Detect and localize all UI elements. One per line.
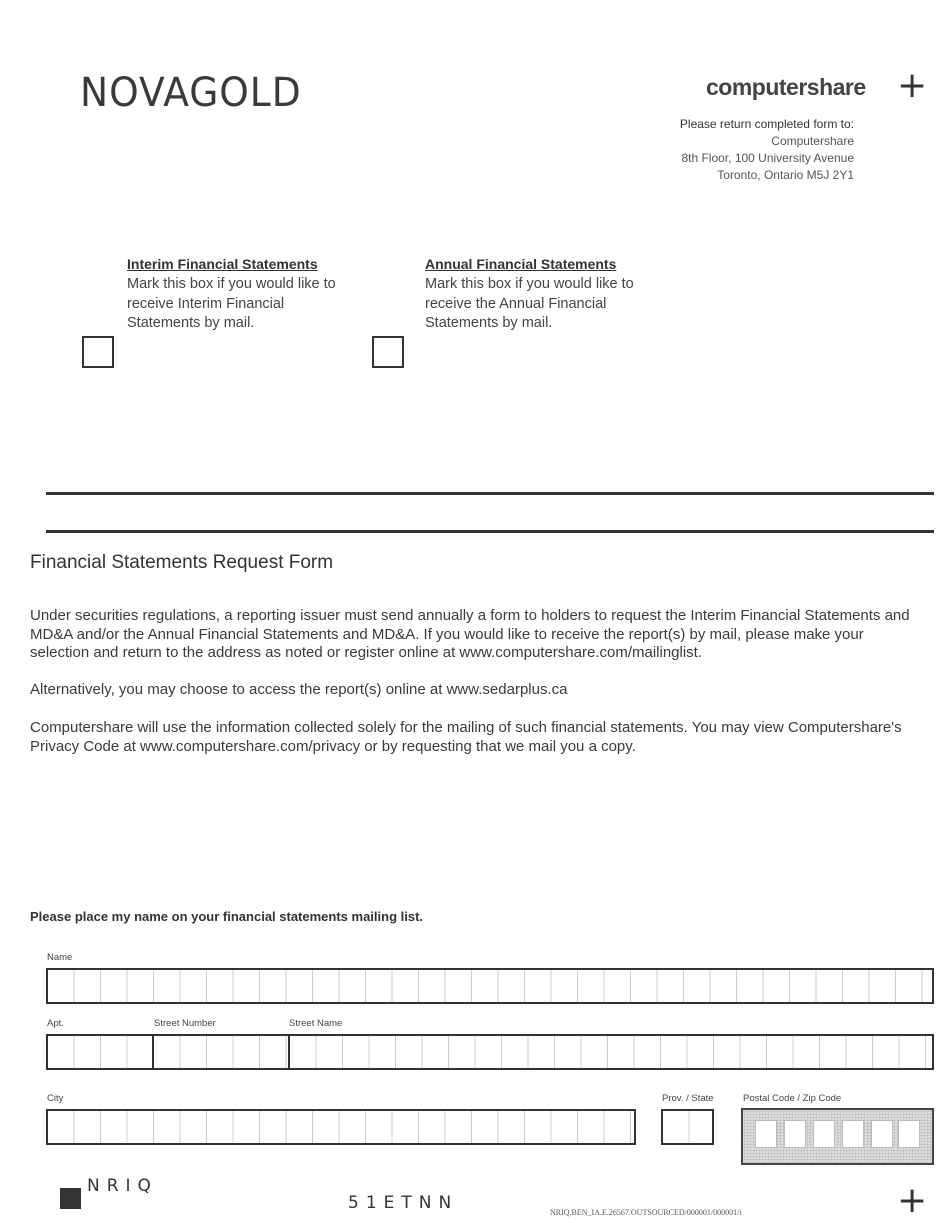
interim-title: Interim Financial Statements xyxy=(127,256,318,272)
return-address xyxy=(680,116,854,184)
city-field[interactable] xyxy=(46,1109,636,1145)
postal-code-cell[interactable] xyxy=(871,1120,893,1148)
mailing-list-heading: Please place my name on your financial statements mailing list. xyxy=(30,909,424,924)
footer-code-left: NRIQ xyxy=(87,1176,158,1196)
registration-mark-icon: + xyxy=(897,1180,928,1221)
name-field[interactable] xyxy=(46,968,934,1004)
interim-description: Mark this box if you would like to receive Interim Financial Statements by mail. xyxy=(127,276,336,331)
return-line: Computershare xyxy=(771,134,854,148)
form-paragraph: Alternatively, you may choose to access the report(s) online at www.sedarplus.ca xyxy=(30,681,568,698)
divider xyxy=(46,492,934,495)
form-title: Financial Statements Request Form xyxy=(30,552,334,573)
novagold-logo: NOVAGOLD xyxy=(80,70,302,116)
annual-title: Annual Financial Statements xyxy=(425,256,617,272)
form-paragraph: Computershare will use the information collected solely for the mailing of such financial statements. You may view Computershare's Privacy Code at www.computershare.com/privacy or by requesting that we mail you a copy. xyxy=(30,719,902,755)
footer-code-center: 51ETNN xyxy=(348,1193,459,1213)
street-number-label: Street Number xyxy=(154,1018,216,1029)
computershare-logo: computershare xyxy=(706,74,866,100)
return-line: 8th Floor, 100 University Avenue xyxy=(681,151,854,165)
interim-checkbox[interactable] xyxy=(82,336,114,368)
return-line: Toronto, Ontario M5J 2Y1 xyxy=(717,168,854,182)
form-paragraph: Under securities regulations, a reporting issuer must send annually a form to holders to request the Interim Financial Statements and MD&A and/or the Annual Financial Statements and MD&A. If you would like to receive the report(s) by mail, please make your selection and return to the address as noted or register online at www.computershare.com/mailinglist. xyxy=(30,607,910,661)
divider xyxy=(46,530,934,533)
return-title: Please return completed form to: xyxy=(679,117,854,131)
postal-code-cell[interactable] xyxy=(784,1120,806,1148)
footer-square-mark xyxy=(60,1188,81,1209)
postal-code-label: Postal Code / Zip Code xyxy=(743,1093,842,1104)
street-name-label: Street Name xyxy=(289,1018,343,1029)
apt-field[interactable] xyxy=(46,1034,154,1070)
annual-checkbox[interactable] xyxy=(372,336,404,368)
street-number-field[interactable] xyxy=(152,1034,290,1070)
name-label: Name xyxy=(47,952,73,963)
prov-state-label: Prov. / State xyxy=(662,1093,714,1104)
apt-label: Apt. xyxy=(47,1018,64,1029)
registration-mark-icon: + xyxy=(897,65,928,106)
postal-code-cell[interactable] xyxy=(755,1120,777,1148)
postal-code-cell[interactable] xyxy=(898,1120,920,1148)
postal-code-field[interactable] xyxy=(741,1108,934,1165)
postal-code-cell[interactable] xyxy=(813,1120,835,1148)
annual-description: Mark this box if you would like to receive the Annual Financial Statements by mail. xyxy=(425,276,634,331)
street-name-field[interactable] xyxy=(288,1034,934,1070)
footer-reference: NRIQ.BEN_IA.E.26567.OUTSOURCED/000001/000001/i xyxy=(550,1208,742,1217)
prov-state-field[interactable] xyxy=(661,1109,714,1145)
postal-code-cell[interactable] xyxy=(842,1120,864,1148)
city-label: City xyxy=(47,1093,64,1104)
